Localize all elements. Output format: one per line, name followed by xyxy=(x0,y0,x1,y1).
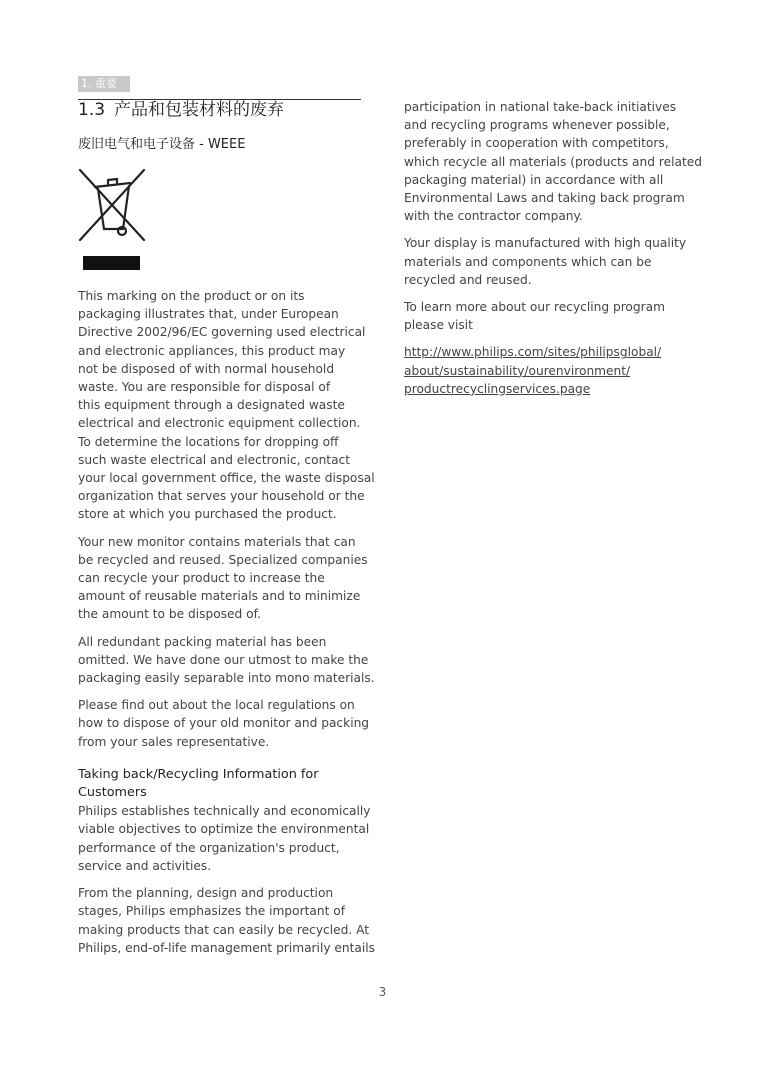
text-line: All redundant packing material has been xyxy=(78,634,327,649)
text-line: recycled and reused. xyxy=(404,272,532,287)
regulations-paragraph xyxy=(78,696,368,751)
text-line: Environmental Laws and taking back program xyxy=(404,191,685,206)
text-line: viable objectives to optimize the environmental xyxy=(78,822,370,837)
text-line: store at which you purchased the product. xyxy=(78,507,337,522)
text-line: Please find out about the local regulations on xyxy=(78,698,355,713)
text-line: your local government office, the waste disposal xyxy=(78,471,375,486)
text-line: service and activities. xyxy=(78,858,212,873)
text-line: omitted. We have done our utmost to make the xyxy=(78,652,369,667)
link-line[interactable]: about/sustainability/ourenvironment/ xyxy=(404,363,631,378)
text-line: To learn more about our recycling program xyxy=(404,300,665,315)
text-line: from your sales representative. xyxy=(78,734,270,749)
text-line: making products that can easily be recycled. At xyxy=(78,922,370,937)
text-line: not be disposed of with normal household xyxy=(78,361,335,376)
text-line: waste. You are responsible for disposal of xyxy=(78,380,331,395)
heading-line: Taking back/Recycling Information for xyxy=(78,766,319,782)
text-line: To determine the locations for dropping off xyxy=(78,434,339,449)
text-line: and electronic appliances, this product may xyxy=(78,343,346,358)
page-number: 3 xyxy=(378,985,387,999)
learn-more-paragraph xyxy=(404,298,704,334)
weee-subheading: 废旧电气和电子设备 - WEEE xyxy=(78,137,246,152)
objectives-paragraph xyxy=(78,802,371,875)
packing-paragraph xyxy=(78,633,375,688)
text-line: please visit xyxy=(404,318,473,333)
text-line: electrical and electronic equipment collection. xyxy=(78,416,361,431)
link-line[interactable]: http://www.philips.com/sites/philipsglobal/ xyxy=(404,345,662,360)
text-line: how to dispose of your old monitor and packing xyxy=(78,716,370,731)
text-line: and recycling programs whenever possible, xyxy=(404,118,670,133)
text-line: Your new monitor contains materials that can xyxy=(78,534,356,549)
text-line: performance of the organization's product, xyxy=(78,840,340,855)
text-line: packaging easily separable into mono materials. xyxy=(78,671,375,686)
text-line: Philips establishes technically and economically xyxy=(78,804,371,819)
text-line: materials and components which can be xyxy=(404,254,652,269)
text-line: Directive 2002/96/EC governing used electrical xyxy=(78,325,366,340)
text-line: This marking on the product or on its xyxy=(78,289,305,303)
text-line: Your display is manufactured with high quality xyxy=(404,236,687,251)
text-line: packaging material) in accordance with all xyxy=(404,172,664,187)
display-materials-paragraph xyxy=(404,234,704,289)
text-line: which recycle all materials (products and related xyxy=(404,154,702,169)
heading-line: Customers xyxy=(78,785,147,801)
takeback-paragraph xyxy=(404,98,704,225)
link-line[interactable]: productrecyclingservices.page xyxy=(404,381,591,396)
text-line: organization that serves your household or the xyxy=(78,489,365,504)
planning-paragraph xyxy=(78,884,376,957)
text-line: Philips, end-of-life management primarily entails xyxy=(78,940,376,955)
section-title xyxy=(78,99,361,121)
recycle-paragraph xyxy=(78,533,368,624)
weee-paragraph xyxy=(78,287,375,524)
text-line: this equipment through a designated waste xyxy=(78,398,345,413)
recycling-services-link[interactable] xyxy=(404,343,704,398)
text-line: packaging illustrates that, under European xyxy=(78,307,339,322)
text-line: be recycled and reused. Specialized companies xyxy=(78,552,368,567)
text-line: can recycle your product to increase the xyxy=(78,571,325,586)
text-line: stages, Philips emphasizes the important of xyxy=(78,904,345,919)
text-line: participation in national take-back initiatives xyxy=(404,100,677,114)
text-line: From the planning, design and production xyxy=(78,886,334,901)
text-line: the amount to be disposed of. xyxy=(78,607,261,622)
text-line: with the contractor company. xyxy=(404,209,583,224)
taking-back-heading xyxy=(78,766,368,802)
left-column xyxy=(78,287,376,966)
chapter-tab: 1. 重要 xyxy=(78,76,130,92)
section-title-text: 产品和包装材料的废弃 xyxy=(114,100,285,120)
section-number: 1.3 xyxy=(78,100,106,120)
weee-crossed-bin-icon xyxy=(78,167,148,273)
right-column xyxy=(404,98,704,407)
text-line: such waste electrical and electronic, contact xyxy=(78,452,351,467)
text-line: amount of reusable materials and to minimize xyxy=(78,589,361,604)
text-line: preferably in cooperation with competitors, xyxy=(404,136,669,151)
